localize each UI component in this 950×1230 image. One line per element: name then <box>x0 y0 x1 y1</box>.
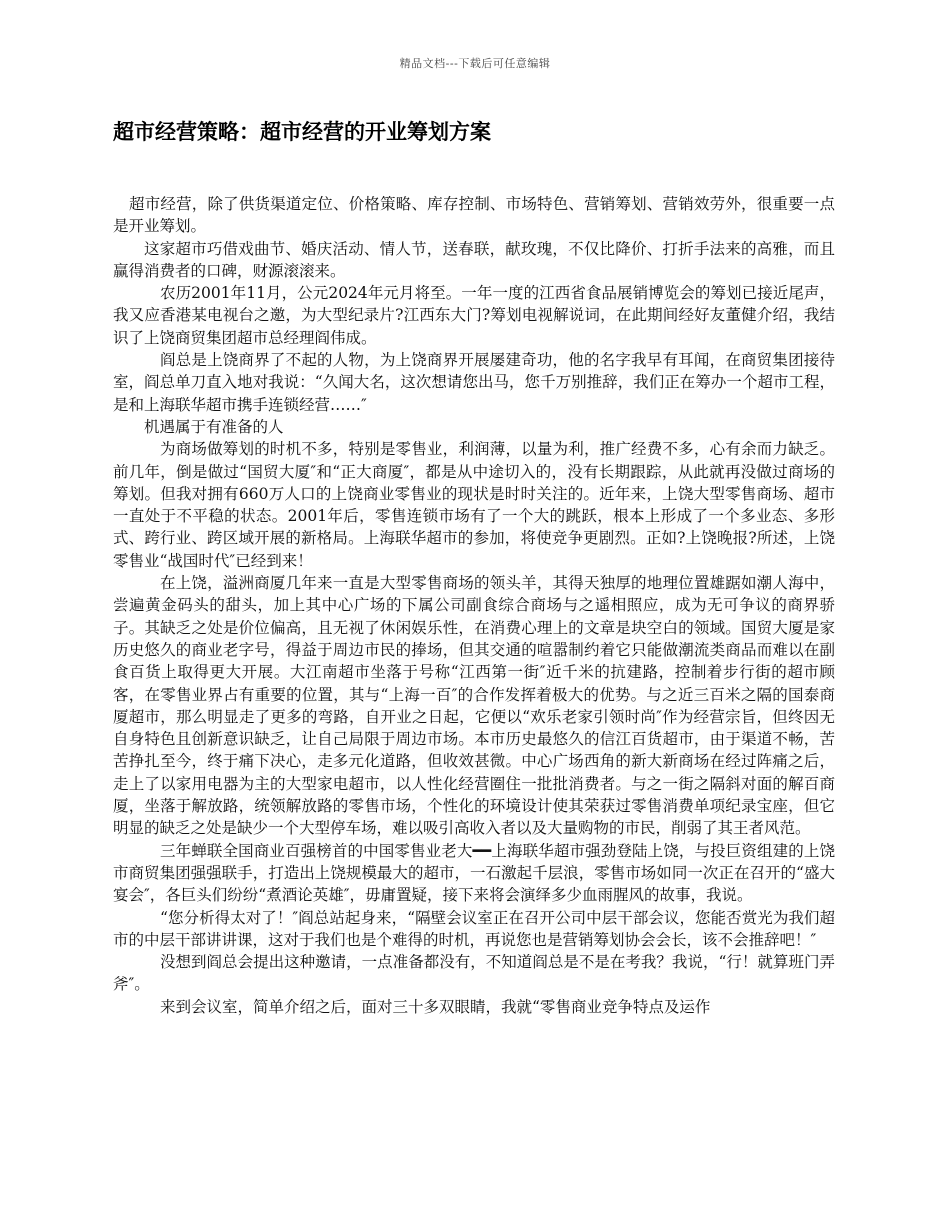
page-header: 精品文档---下载后可任意编辑 <box>399 57 551 70</box>
paragraph: 农历2001年11月，公元2024年元月将至。一年一度的江西省食品展销博览会的筹划已接近尾声，我又应香港某电视台之邀，为大型纪录片?江西东大门?筹划电视解说词，在此期间经好友董健介绍，我结识了上饶商贸集团超市总经理阎伟成。 <box>113 284 835 347</box>
paragraph: 三年蝉联全国商业百强榜首的中国零售业老大━━上海联华超市强劲登陆上饶，与投巨资组建的上饶市商贸集团强强联手，打造出上饶规模最大的超市，一石激起千层浪，零售市场如同一次正在召开的“盛大宴会″，各巨头们纷纷“煮酒论英雄″，毋庸置疑，接下来将会演绎多少血雨腥风的故事，我说。 <box>113 841 835 905</box>
paragraph: 为商场做筹划的时机不多，特别是零售业，利润薄，以量为利，推广经费不多，心有余而力缺乏。前几年，倒是做过“国贸大厦″和“正大商厦″，都是从中途切入的，没有长期跟踪，从此就再没做过商场的筹划。但我对拥有660万人口的上饶商业零售业的现状是时时关注的。近年来，上饶大型零售商场、超市一直处于不平稳的状态。2001年后，零售连锁市场有了一个大的跳跃，根本上形成了一个多业态、多形式、跨行业、跨区域开展的新格局。上海联华超市的参加，将使竞争更剧烈。正如?上饶晚报?所述，上饶零售业“战国时代″已经到来！ <box>113 440 835 570</box>
paragraph: 来到会议室，简单介绍之后，面对三十多双眼睛，我就“零售商业竞争特点及运作 <box>160 997 711 1016</box>
paragraph: 没想到阎总会提出这种邀请，一点准备都没有，不知道阎总是不是在考我？我说，“行！就算班门弄斧″。 <box>113 953 835 994</box>
paragraph: 这家超市巧借戏曲节、婚庆活动、情人节，送春联，献玫瑰，不仅比降价、打折手法来的高雅，而且赢得消费者的口碑，财源滚滚来。 <box>113 239 835 280</box>
document-body <box>113 193 835 1018</box>
paragraph-intro: 超市经营，除了供货渠道定位、价格策略、库存控制、市场特色、营销筹划、营销效劳外，很重要一点是开业筹划。 <box>113 195 835 236</box>
paragraph: “您分析得太对了！″阎总站起身来，“隔壁会议室正在召开公司中层干部会议，您能否赏光为我们超市的中层干部讲讲课，这对于我们也是个难得的时机，再说您也是营销筹划协会会长，该不会推辞吧！″ <box>113 908 835 949</box>
paragraph: 阎总是上饶商界了不起的人物，为上饶商界开展屡建奇功，他的名字我早有耳闻，在商贸集团接待室，阎总单刀直入地对我说：“久闻大名，这次想请您出马，您千万别推辞，我们正在筹办一个超市工程，是和上海联华超市携手连锁经营……″ <box>113 351 835 414</box>
document-title: 超市经营策略：超市经营的开业筹划方案 <box>113 120 491 144</box>
section-subheading: 机遇属于有准备的人 <box>144 417 284 436</box>
paragraph: 在上饶，溢洲商厦几年来一直是大型零售商场的领头羊，其得天独厚的地理位置雄踞如潮人海中，尝遍黄金码头的甜头，加上其中心广场的下属公司副食综合商场与之遥相照应，成为无可争议的商界骄子。其缺乏之处是价位偏高，且无视了休闲娱乐性，在消费心理上的文章是块空白的领域。国贸大厦是家历史悠久的商业老字号，得益于周边市民的捧场，但其交通的喧嚣制约着它只能做潮流类商品而难以在副食百货上取得更大开展。大江南超市坐落于号称“江西第一街″近千米的抗建路，控制着步行街的超市顾客，在零售业界占有重要的位置，其与“上海一百″的合作发挥着极大的优势。与之近三百米之隔的国泰商厦超市，那么明显走了更多的弯路，自开业之日起，它便以“欢乐老家引领时尚″作为经营宗旨，但终因无自身特色且创新意识缺乏，让自己局限于周边市场。本市历史最悠久的信江百货超市，由于渠道不畅，苦苦挣扎至今，终于痛下决心，走多元化道路，但收效甚微。中心广场西角的新大新商场在经过阵痛之后，走上了以家用电器为主的大型家电超市，以人性化经营圈住一批批消费者。与之一街之隔斜对面的解百商厦，坐落于解放路，统领解放路的零售市场，个性化的环境设计使其荣获过零售消费单项纪录宝座，但它明显的缺乏之处是缺少一个大型停车场，难以吸引高收入者以及大量购物的市民，削弱了其王者风范。 <box>113 574 835 838</box>
